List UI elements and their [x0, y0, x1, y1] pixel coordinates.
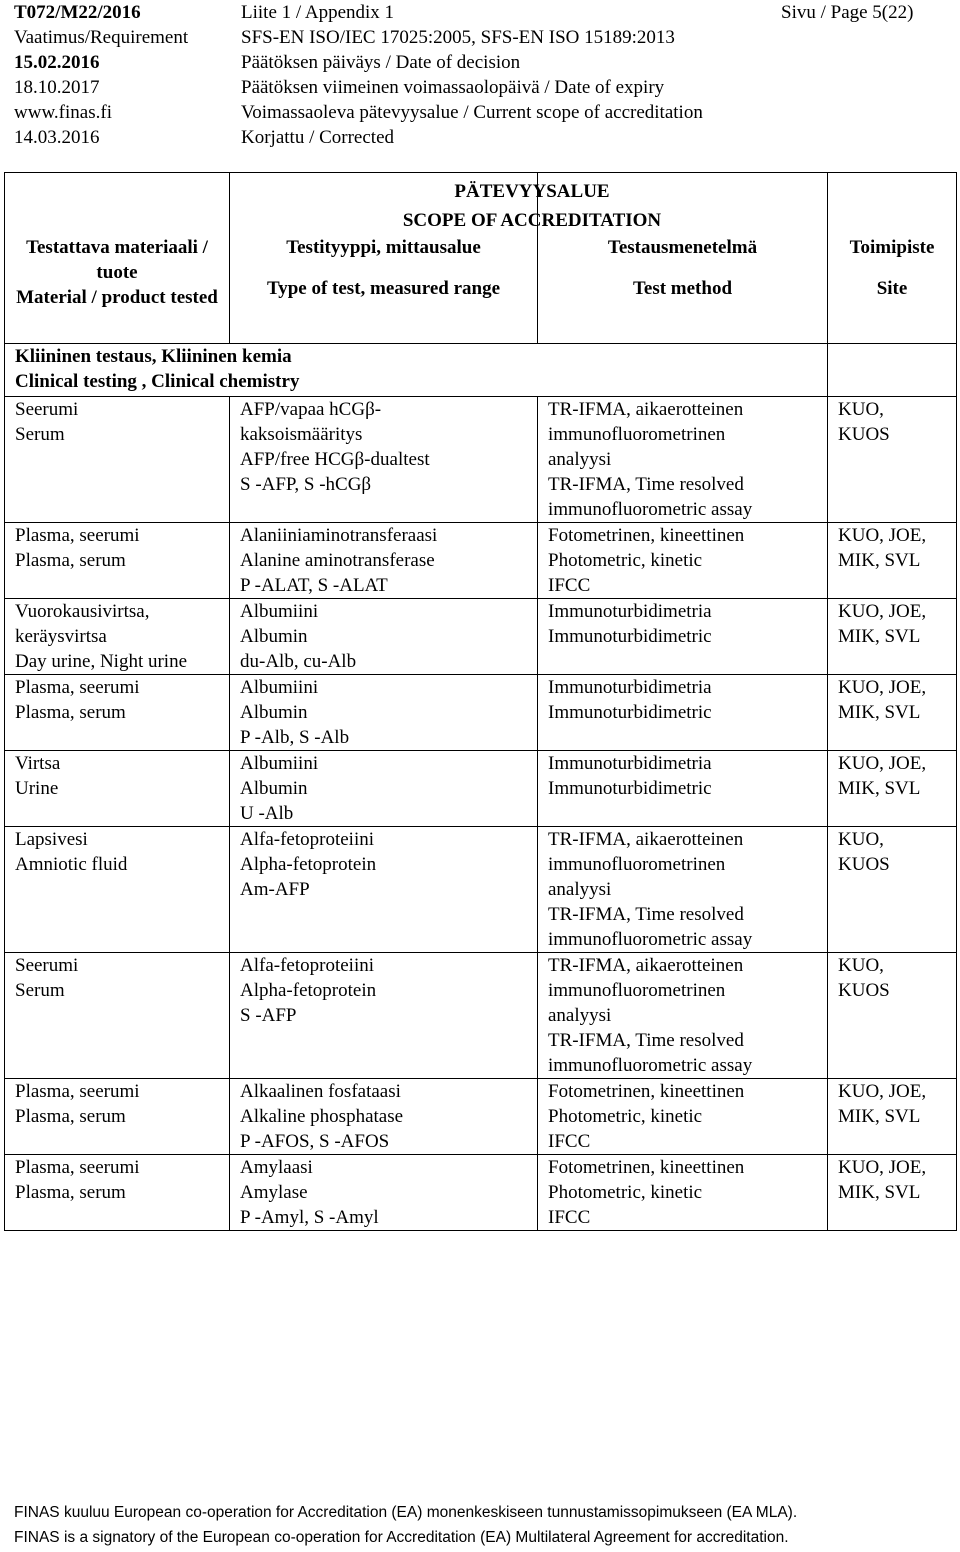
cell-line: S -AFP	[240, 1005, 297, 1026]
column-header-material: Testattava materiaali / tuote Material / product tested	[5, 173, 230, 344]
footer-line-en: FINAS is a signatory of the European co-operation for Accreditation (EA) Multilateral Agreement for accreditation.	[14, 1529, 789, 1546]
scope-table	[4, 172, 957, 1231]
cell-line: KUO, JOE,	[838, 525, 927, 546]
cell-line: TR-IFMA, Time resolved	[548, 474, 744, 495]
cell-line: Plasma, serum	[15, 702, 126, 723]
material-cell	[5, 953, 230, 1079]
page-number: Sivu / Page 5(22)	[781, 2, 914, 23]
cell-line: Amylase	[240, 1182, 308, 1203]
decision-date: 15.02.2016	[14, 52, 100, 73]
decision-date-label: Päätöksen päiväys / Date of decision	[241, 52, 521, 73]
cell-line: Seerumi	[15, 955, 79, 976]
cell-line: Alaniiniaminotransferaasi	[240, 525, 438, 546]
scope-rows	[5, 397, 957, 1231]
cell-line: KUO,	[838, 955, 884, 976]
cell-line: du-Alb, cu-Alb	[240, 651, 357, 672]
cell-line: Plasma, seerumi	[15, 1157, 140, 1178]
material-cell	[5, 1079, 230, 1155]
test-method-cell	[538, 953, 828, 1079]
cell-line: IFCC	[548, 1131, 591, 1152]
cell-line: MIK, SVL	[838, 626, 921, 647]
material-cell	[5, 1155, 230, 1231]
cell-line: Vuorokausivirtsa,	[15, 601, 150, 622]
cell-line: KUO,	[838, 829, 884, 850]
section-heading: Kliininen testaus, Kliininen kemia Clinical testing , Clinical chemistry	[5, 344, 538, 397]
material-cell	[5, 751, 230, 827]
test-type-cell	[230, 1155, 538, 1231]
cell-line: kaksoismääritys	[240, 424, 363, 445]
table-row	[5, 397, 957, 523]
test-method-cell	[538, 751, 828, 827]
scope-title-en: SCOPE OF ACCREDITATION	[402, 210, 662, 231]
section-header-row	[5, 344, 957, 397]
requirement-standards: SFS-EN ISO/IEC 17025:2005, SFS-EN ISO 15189:2013	[241, 27, 675, 48]
cell-line: Alkaline phosphatase	[240, 1106, 404, 1127]
cell-line: Albumin	[240, 778, 308, 799]
footer	[14, 1500, 954, 1550]
cell-line: MIK, SVL	[838, 702, 921, 723]
cell-line: analyysi	[548, 879, 612, 900]
test-method-cell	[538, 1079, 828, 1155]
cell-line: S -AFP, S -hCGβ	[240, 474, 372, 495]
cell-line: Alfa-fetoproteiini	[240, 955, 375, 976]
cell-line: Day urine, Night urine	[15, 651, 188, 672]
cell-line: Immunoturbidimetria	[548, 677, 712, 698]
cell-line: keräysvirtsa	[15, 626, 107, 647]
cell-line: Photometric, kinetic	[548, 550, 703, 571]
cell-line: KUO, JOE,	[838, 677, 927, 698]
cell-line: Amylaasi	[240, 1157, 313, 1178]
cell-line: Lapsivesi	[15, 829, 88, 850]
cell-line: Plasma, seerumi	[15, 525, 140, 546]
scope-title-fi: PÄTEVYYSALUE	[454, 181, 610, 202]
test-type-cell	[230, 827, 538, 953]
table-row	[5, 751, 957, 827]
test-type-cell	[230, 397, 538, 523]
cell-line: TR-IFMA, Time resolved	[548, 1030, 744, 1051]
cell-line: Am-AFP	[240, 879, 310, 900]
site-cell	[828, 397, 957, 523]
cell-line: immunofluorometrinen	[548, 854, 726, 875]
cell-line: KUO,	[838, 399, 884, 420]
cell-line: KUO, JOE,	[838, 1157, 927, 1178]
test-method-cell	[538, 599, 828, 675]
cell-line: Serum	[15, 424, 65, 445]
site-cell	[828, 751, 957, 827]
cell-line: Plasma, serum	[15, 1106, 126, 1127]
footer-line-fi: FINAS kuuluu European co-operation for Accreditation (EA) monenkeskiseen tunnustamissopimukseen (EA MLA).	[14, 1504, 798, 1521]
cell-line: analyysi	[548, 449, 612, 470]
cell-line: Alpha-fetoprotein	[240, 980, 377, 1001]
cell-line: Immunoturbidimetric	[548, 702, 712, 723]
cell-line: MIK, SVL	[838, 778, 921, 799]
column-header-test-type: PÄTEVYYSALUE SCOPE OF ACCREDITATION Testityyppi, mittausalue Type of test, measured range	[230, 173, 538, 344]
current-scope-label: Voimassaoleva pätevyysalue / Current scope of accreditation	[241, 102, 703, 123]
table-row	[5, 1079, 957, 1155]
cell-line: Fotometrinen, kineettinen	[548, 525, 745, 546]
cell-line: immunofluorometric assay	[548, 929, 753, 950]
cell-line: MIK, SVL	[838, 1106, 921, 1127]
cell-line: TR-IFMA, Time resolved	[548, 904, 744, 925]
cell-line: KUO, JOE,	[838, 1081, 927, 1102]
cell-line: KUOS	[838, 424, 890, 445]
site-cell	[828, 599, 957, 675]
test-method-cell	[538, 397, 828, 523]
cell-line: KUO, JOE,	[838, 753, 927, 774]
cell-line: MIK, SVL	[838, 550, 921, 571]
cell-line: P -AFOS, S -AFOS	[240, 1131, 390, 1152]
cell-line: Seerumi	[15, 399, 79, 420]
cell-line: Fotometrinen, kineettinen	[548, 1157, 745, 1178]
column-header-test-method: Testausmenetelmä Test method	[538, 173, 828, 344]
material-cell	[5, 675, 230, 751]
cell-line: Fotometrinen, kineettinen	[548, 1081, 745, 1102]
cell-line: IFCC	[548, 575, 591, 596]
cell-line: TR-IFMA, aikaerotteinen	[548, 399, 744, 420]
cell-line: IFCC	[548, 1207, 591, 1228]
material-cell	[5, 827, 230, 953]
cell-line: Albumin	[240, 702, 308, 723]
cell-line: Alfa-fetoproteiini	[240, 829, 375, 850]
expiry-date: 18.10.2017	[14, 77, 100, 98]
test-type-cell	[230, 751, 538, 827]
cell-line: P -Alb, S -Alb	[240, 727, 350, 748]
corrected-date: 14.03.2016	[14, 127, 100, 148]
test-method-cell	[538, 1155, 828, 1231]
cell-line: Virtsa	[15, 753, 61, 774]
table-row	[5, 599, 957, 675]
cell-line: Serum	[15, 980, 65, 1001]
cell-line: Photometric, kinetic	[548, 1106, 703, 1127]
cell-line: TR-IFMA, aikaerotteinen	[548, 955, 744, 976]
cell-line: P -Amyl, S -Amyl	[240, 1207, 379, 1228]
cell-line: Plasma, serum	[15, 1182, 126, 1203]
material-cell	[5, 523, 230, 599]
table-row	[5, 523, 957, 599]
test-type-cell	[230, 523, 538, 599]
cell-line: KUOS	[838, 854, 890, 875]
test-type-cell	[230, 1079, 538, 1155]
cell-line: Albumiini	[240, 677, 319, 698]
cell-line: Plasma, seerumi	[15, 677, 140, 698]
cell-line: Albumiini	[240, 753, 319, 774]
cell-line: Alanine aminotransferase	[240, 550, 435, 571]
test-method-cell	[538, 523, 828, 599]
site-cell	[828, 1079, 957, 1155]
cell-line: immunofluorometric assay	[548, 499, 753, 520]
table-header-row	[5, 173, 957, 344]
appendix-label: Liite 1 / Appendix 1	[241, 2, 395, 23]
table-row	[5, 827, 957, 953]
cell-line: Immunoturbidimetria	[548, 753, 712, 774]
cell-line: Immunoturbidimetric	[548, 778, 712, 799]
site-cell	[828, 523, 957, 599]
material-cell	[5, 397, 230, 523]
cell-line: immunofluorometrinen	[548, 424, 726, 445]
cell-line: Albumin	[240, 626, 308, 647]
table-row	[5, 675, 957, 751]
test-method-cell	[538, 827, 828, 953]
cell-line: Albumiini	[240, 601, 319, 622]
table-row	[5, 1155, 957, 1231]
website-link[interactable]: www.finas.fi	[14, 102, 112, 123]
cell-line: Urine	[15, 778, 59, 799]
cell-line: immunofluorometrinen	[548, 980, 726, 1001]
cell-line: U -Alb	[240, 803, 294, 824]
cell-line: TR-IFMA, aikaerotteinen	[548, 829, 744, 850]
cell-line: Alkaalinen fosfataasi	[240, 1081, 401, 1102]
test-type-cell	[230, 675, 538, 751]
cell-line: P -ALAT, S -ALAT	[240, 575, 388, 596]
cell-line: Plasma, seerumi	[15, 1081, 140, 1102]
cell-line: Immunoturbidimetria	[548, 601, 712, 622]
site-cell	[828, 675, 957, 751]
certificate-code: T072/M22/2016	[14, 2, 141, 23]
cell-line: Alpha-fetoprotein	[240, 854, 377, 875]
cell-line: KUO, JOE,	[838, 601, 927, 622]
cell-line: Immunoturbidimetric	[548, 626, 712, 647]
cell-line: Plasma, serum	[15, 550, 126, 571]
expiry-date-label: Päätöksen viimeinen voimassaolopäivä / Date of expiry	[241, 77, 665, 98]
cell-line: analyysi	[548, 1005, 612, 1026]
cell-line: Amniotic fluid	[15, 854, 128, 875]
table-row	[5, 953, 957, 1079]
requirement-label: Vaatimus/Requirement	[14, 27, 189, 48]
cell-line: immunofluorometric assay	[548, 1055, 753, 1076]
site-cell	[828, 1155, 957, 1231]
test-type-cell	[230, 599, 538, 675]
corrected-label: Korjattu / Corrected	[241, 127, 395, 148]
cell-line: MIK, SVL	[838, 1182, 921, 1203]
test-method-cell	[538, 675, 828, 751]
material-cell	[5, 599, 230, 675]
site-cell	[828, 827, 957, 953]
cell-line: KUOS	[838, 980, 890, 1001]
cell-line: AFP/vapaa hCGβ-	[240, 399, 382, 420]
cell-line: AFP/free HCGβ-dualtest	[240, 449, 430, 470]
site-cell	[828, 953, 957, 1079]
test-type-cell	[230, 953, 538, 1079]
cell-line: Photometric, kinetic	[548, 1182, 703, 1203]
column-header-site: Toimipiste Site	[828, 173, 957, 344]
